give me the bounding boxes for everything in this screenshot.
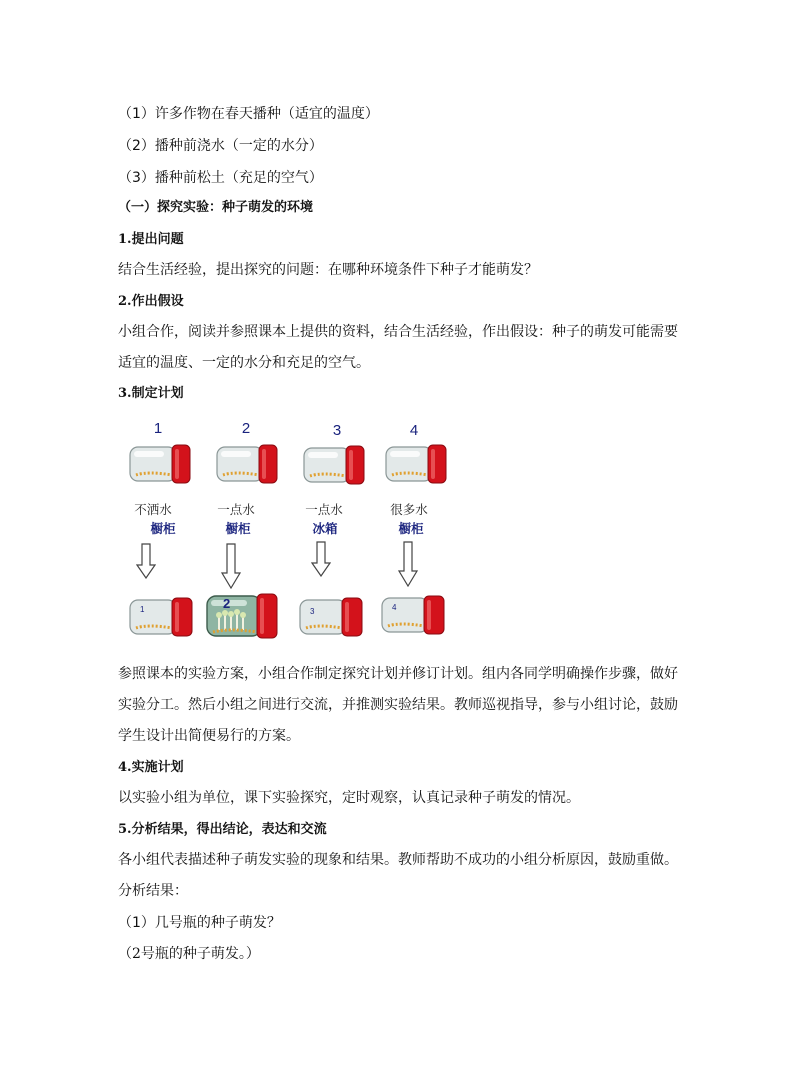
down-arrow-icon	[136, 543, 156, 579]
jar-number-3: 3	[332, 422, 342, 439]
step-heading-5: 5.分析结果，得出结论，表达和交流	[118, 822, 327, 837]
down-arrow-icon	[221, 543, 241, 589]
jar-place-2: 橱柜	[225, 521, 251, 536]
step-heading-4: 4.实施计划	[118, 760, 184, 775]
analysis-paragraph-1: 各小组代表描述种子萌发实验的现象和结果。教师帮助不成功的小组分析原因，鼓励重做。	[118, 852, 678, 868]
jar-after-label: 2	[223, 596, 231, 611]
jar-after-2-germinated	[205, 588, 281, 644]
jar-condition-4: 很多水	[390, 502, 428, 517]
jar-before-2	[215, 441, 281, 487]
jar-before-4	[384, 441, 450, 487]
condition-line-2: （2）播种前浇水（一定的水分）	[118, 138, 323, 154]
analysis-paragraph-2: 分析结果：	[118, 883, 188, 899]
jar-place-4: 橱柜	[398, 521, 424, 536]
plan-paragraph-1: 参照课本的实验方案，小组合作制定探究计划并修订计划。组内各同学明确操作步骤，做好	[118, 666, 678, 682]
hypothesis-paragraph-2: 适宜的温度、一定的水分和充足的空气。	[118, 355, 370, 371]
step-heading-3: 3.制定计划	[118, 386, 184, 401]
jar-before-1	[128, 441, 194, 487]
jar-after-3	[298, 592, 366, 642]
jar-before-3	[302, 442, 368, 488]
jar-after-1	[128, 592, 196, 642]
question-paragraph: 结合生活经验，提出探究的问题：在哪种环境条件下种子才能萌发？	[118, 262, 538, 278]
section-heading: （一）探究实验：种子萌发的环境	[118, 200, 314, 215]
jar-number-1: 1	[153, 420, 163, 437]
jar-condition-1: 不洒水	[134, 502, 172, 517]
step-heading-1: 1.提出问题	[118, 232, 184, 247]
jar-number-2: 2	[241, 420, 251, 437]
condition-line-3: （3）播种前松土（充足的空气）	[118, 170, 323, 186]
plan-paragraph-2: 实验分工。然后小组之间进行交流，并推测实验结果。教师巡视指导，参与小组讨论，鼓励	[118, 697, 678, 713]
jar-number-4: 4	[409, 422, 419, 439]
jar-after-label: 3	[310, 607, 315, 616]
plan-paragraph-3: 学生设计出简便易行的方案。	[118, 728, 300, 744]
question-1: （1）几号瓶的种子萌发？	[118, 915, 281, 931]
down-arrow-icon	[398, 541, 418, 587]
answer-1: （2号瓶的种子萌发。）	[118, 946, 260, 962]
jar-condition-3: 一点水	[305, 502, 343, 517]
jar-after-4	[380, 590, 448, 640]
step-heading-2: 2.作出假设	[118, 294, 184, 309]
jar-after-label: 1	[140, 605, 145, 614]
jar-after-label: 4	[392, 603, 397, 612]
hypothesis-paragraph-1: 小组合作，阅读并参照课本上提供的资料，结合生活经验，作出假设：种子的萌发可能需要	[118, 324, 678, 340]
jar-place-1: 橱柜	[150, 521, 176, 536]
jar-condition-2: 一点水	[217, 502, 255, 517]
condition-line-1: （1）许多作物在春天播种（适宜的温度）	[118, 106, 379, 122]
jar-place-3: 冰箱	[312, 521, 338, 536]
implement-paragraph: 以实验小组为单位，课下实验探究，定时观察，认真记录种子萌发的情况。	[118, 790, 580, 806]
down-arrow-icon	[311, 541, 331, 577]
